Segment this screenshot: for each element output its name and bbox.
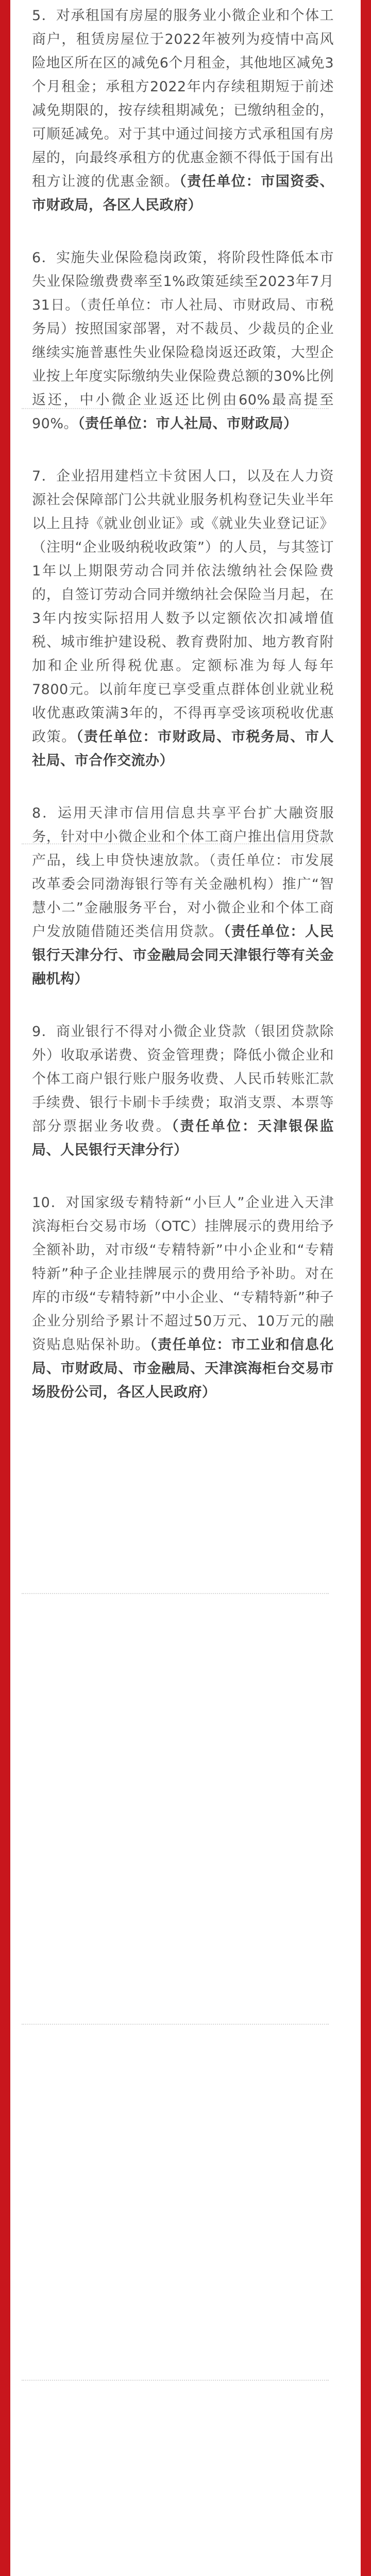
- responsible-units: （责任单位：天津银保监局、人民银行天津分行）: [32, 1118, 334, 1158]
- policy-text: 6．实施失业保险稳岗政策，将阶段性降低本市失业保险缴费费率至1%政策延续至2023年7月31日。（责任单位：市人社局、市财政局、市税务局）按照国家部署，对不裁员、少裁员的企业继续实施普惠性失业保险稳岗返还政策，大型企业按上年度实际缴纳失业保险费总额的30%比例返还，中小微企业返还比例由60%最高提至90%。: [32, 250, 334, 432]
- policy-item-6: [32, 246, 334, 436]
- responsible-units: （责任单位：市工业和信息化局、市财政局、市金融局、天津滨海柜台交易市场股份公司，各区人民政府）: [32, 1337, 334, 1400]
- responsible-units: （责任单位：市国资委、市财政局，各区人民政府）: [32, 174, 334, 213]
- responsible-units: （责任单位：人民银行天津分行、市金融局会同天津银行等有关金融机构）: [32, 924, 334, 987]
- policy-item-7: [32, 465, 334, 773]
- policy-text: 7．企业招用建档立卡贫困人口，以及在人力资源社会保障部门公共就业服务机构登记失业半年以上且持《就业创业证》或《就业失业登记证》（注明“企业吸纳税收政策”）的人员，与其签订1年以上期限劳动合同并依法缴纳社会保险费的，自签订劳动合同并缴纳社会保险当月起，在3年内按实际招用人数予以定额依次扣减增值税、城市维护建设税、教育费附加、地方教育附加和企业所得税优惠。定额标准为每人每年7800元。以前年度已享受重点群体创业就业税收优惠政策满3年的，不得再享受该项税收优惠政策。: [32, 468, 334, 745]
- policy-text: 10．对国家级专精特新“小巨人”企业进入天津滨海柜台交易市场（OTC）挂牌展示的费用给予全额补助，对市级“专精特新”中小企业和“专精特新”种子企业挂牌展示的费用给予补助。对在库的市级“专精特新”中小企业、“专精特新”种子企业分别给予累计不超过50万元、10万元的融资贴息贴保补助。: [32, 1195, 334, 1353]
- policy-text: 9．商业银行不得对小微企业贷款（银团贷款除外）收取承诺费、资金管理费；降低小微企业和个体工商户银行账户服务收费、人民币转账汇款手续费、银行卡刷卡手续费；取消支票、本票等部分票据业务收费。: [32, 1024, 334, 1134]
- section-divider: [22, 1593, 329, 1594]
- policy-item-9: [32, 1020, 334, 1162]
- policy-item-5: [32, 4, 334, 217]
- section-divider: [22, 2024, 329, 2025]
- section-divider: [22, 2380, 329, 2381]
- policy-text: 5．对承租国有房屋的服务业小微企业和个体工商户，租赁房屋位于2022年被列为疫情中高风险地区所在区的减免6个月租金，其他地区减免3个月租金；承租方2022年内存续租期短于前述减免期限的，按存续租期减免；已缴纳租金的，可顺延减免。对于其中通过间接方式承租国有房屋的，向最终承租方的优惠金额不得低于国有出租方让渡的优惠金额。: [32, 8, 334, 190]
- policy-text: 8．运用天津市信用信息共享平台扩大融资服务，针对中小微企业和个体工商户推出信用贷款产品，线上申贷快速放款。（责任单位：市发展改革委会同渤海银行等有关金融机构）推广“智慧小二”金融服务平台，对小微企业和个体工商户发放随借随还类信用贷款。: [32, 805, 334, 940]
- policy-item-10: [32, 1191, 334, 1404]
- responsible-units: （责任单位：市人社局、市财政局）: [78, 416, 298, 432]
- policy-item-8: [32, 802, 334, 991]
- article-content: [32, 4, 334, 1404]
- responsible-units: （责任单位：市财政局、市税务局、市人社局、市合作交流办）: [32, 729, 334, 769]
